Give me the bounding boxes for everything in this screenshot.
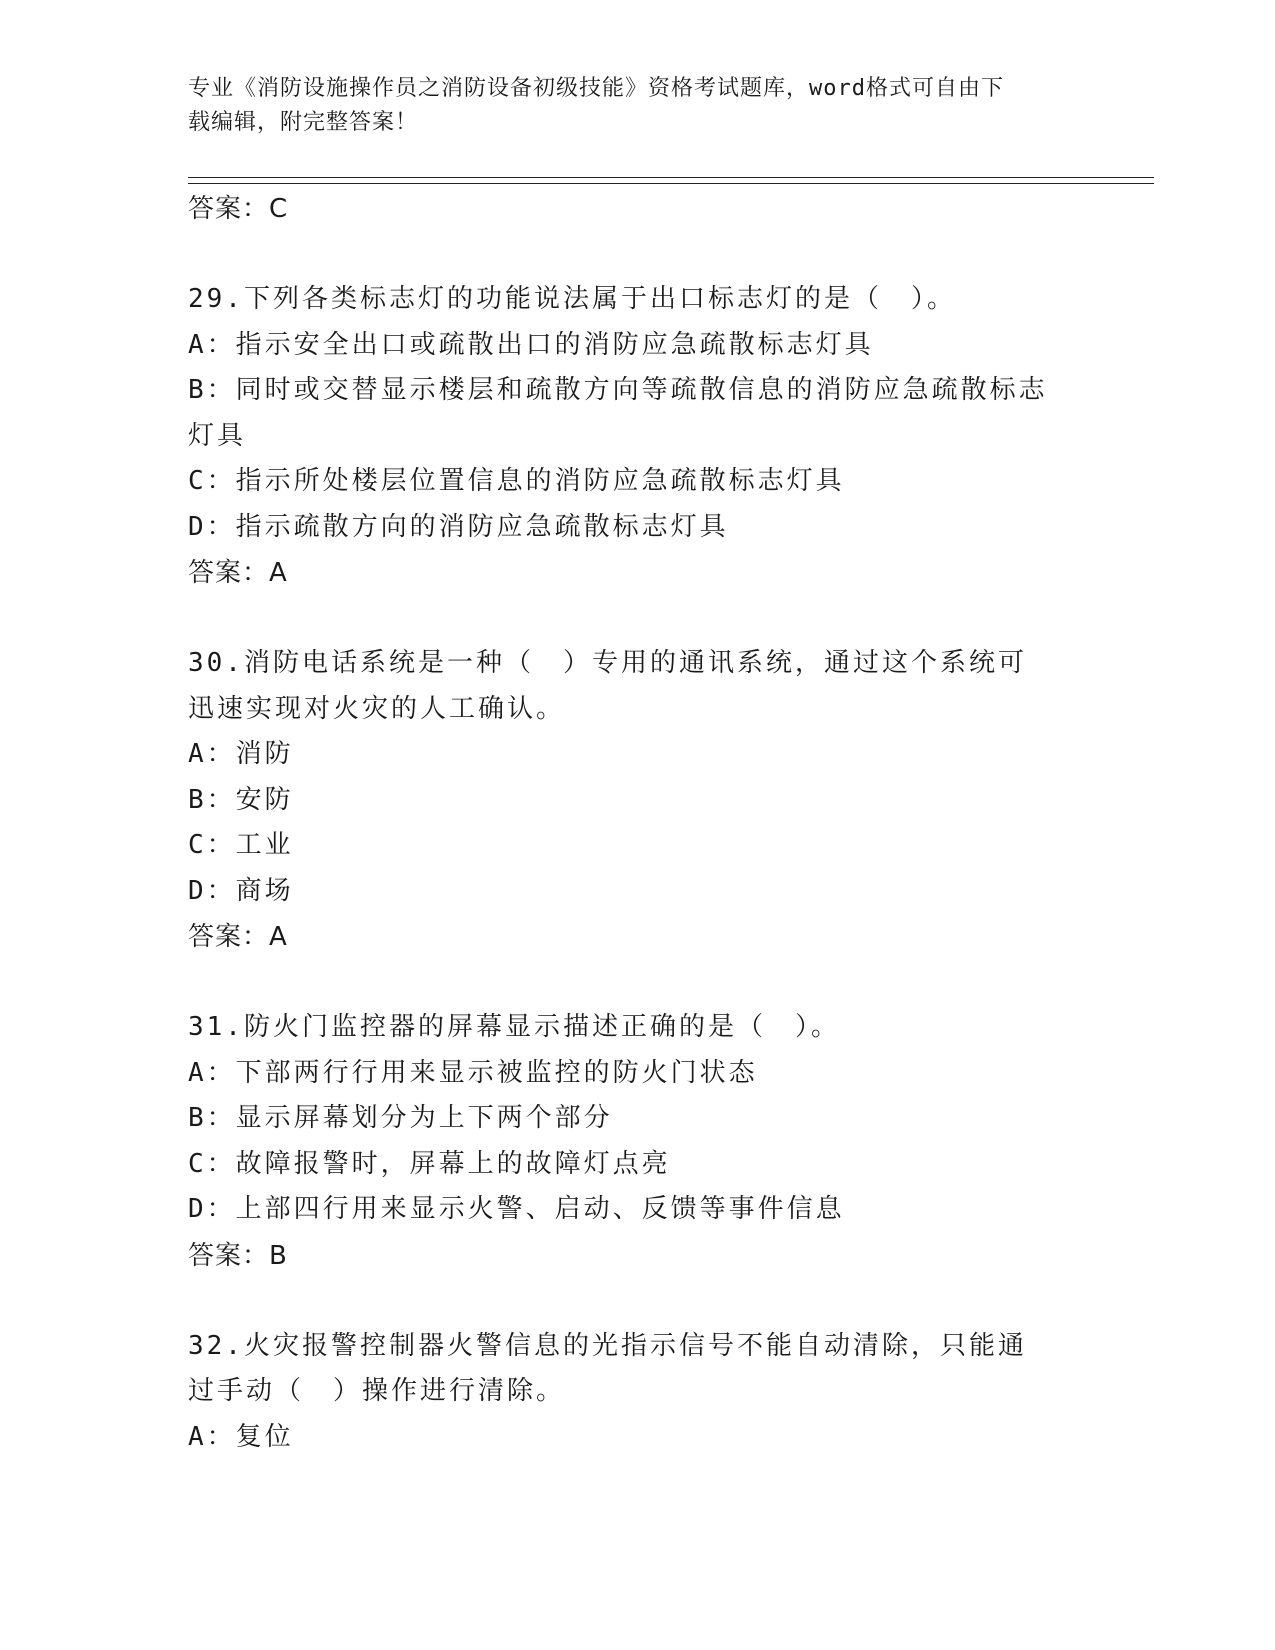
header-line-2: 载编辑，附完整答案！: [188, 110, 419, 135]
answer: 答案：A: [188, 922, 288, 952]
option-c: C：工业: [188, 830, 294, 860]
question-31: [188, 1005, 1088, 1279]
spacer: [188, 1279, 1088, 1324]
question-stem: 31.防火门监控器的屏幕显示描述正确的是（ ）。: [188, 1012, 840, 1042]
option-d: D：上部四行用来显示火警、启动、反馈等事件信息: [188, 1194, 845, 1224]
question-stem: 32.火灾报警控制器火警信息的光指示信号不能自动清除，只能通过手动（ ）操作进行清除。: [188, 1330, 1027, 1406]
header-divider-bottom: [188, 183, 1154, 184]
option-b: B：安防: [188, 784, 294, 815]
previous-answer: 答案：C: [188, 194, 289, 224]
question-32: [188, 1324, 1088, 1461]
option-a: A：复位: [188, 1421, 294, 1452]
option-a: A：消防: [188, 739, 294, 769]
answer: 答案：A: [188, 558, 288, 588]
option-a: A：指示安全出口或疏散出口的消防应急疏散标志灯具: [188, 329, 874, 360]
option-b: B：同时或交替显示楼层和疏散方向等疏散信息的消防应急疏散标志灯具: [188, 375, 1048, 451]
question-29: [188, 277, 1088, 596]
answer: 答案：B: [188, 1240, 288, 1271]
spacer: [188, 232, 1088, 277]
option-b: B：显示屏幕划分为上下两个部分: [188, 1103, 613, 1133]
spacer: [188, 960, 1088, 1005]
question-list: [188, 186, 1088, 1460]
option-d: D：指示疏散方向的消防应急疏散标志灯具: [188, 511, 729, 542]
header-divider-top: [188, 177, 1154, 178]
option-c: C：指示所处楼层位置信息的消防应急疏散标志灯具: [188, 466, 845, 496]
question-stem: 30.消防电话系统是一种（ ）专用的通讯系统，通过这个系统可迅速实现对火灾的人工确认。: [188, 648, 1027, 724]
option-a: A：下部两行行用来显示被监控的防火门状态: [188, 1057, 758, 1088]
question-30: [188, 641, 1088, 960]
header-line-1: 专业《消防设施操作员之消防设备初级技能》资格考试题库，word格式可自由下: [188, 76, 1004, 101]
spacer: [188, 596, 1088, 641]
option-c: C：故障报警时，屏幕上的故障灯点亮: [188, 1148, 671, 1179]
page-header: [188, 72, 1088, 140]
option-d: D：商场: [188, 875, 294, 906]
question-stem: 29.下列各类标志灯的功能说法属于出口标志灯的是（ ）。: [188, 284, 956, 314]
